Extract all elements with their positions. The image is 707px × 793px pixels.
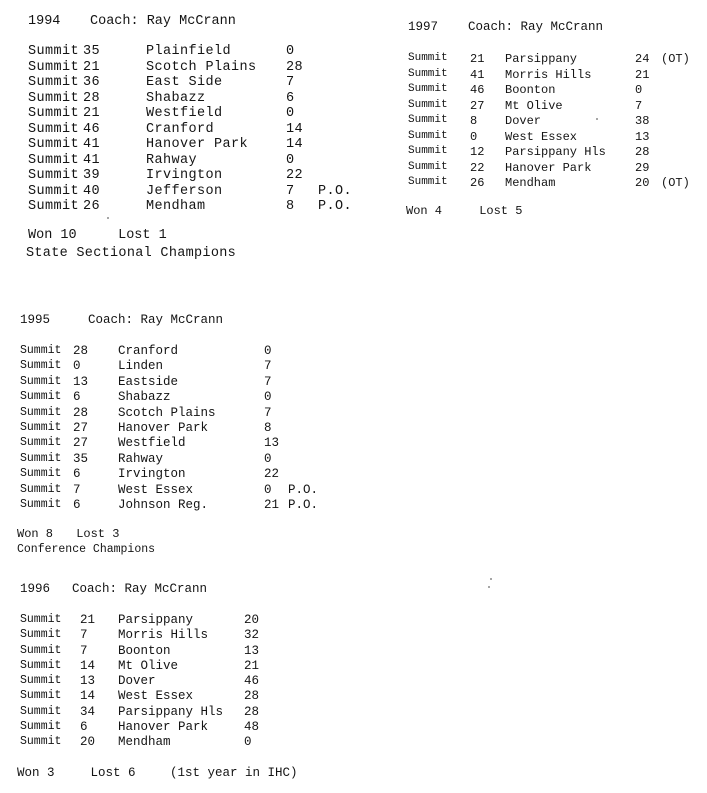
opponent-score: 20 bbox=[244, 613, 260, 627]
opponent-name: Parsippany Hls bbox=[505, 145, 606, 159]
team-name: Summit bbox=[28, 59, 80, 75]
coach-label: Coach: Ray McCrann bbox=[90, 14, 236, 29]
opponent-score: 6 bbox=[286, 90, 295, 106]
opponent-score: 13 bbox=[244, 643, 260, 658]
team-name: Summit bbox=[20, 374, 62, 388]
opponent-name: Morris Hills bbox=[505, 67, 592, 82]
opponent-name: Eastside bbox=[118, 374, 179, 389]
summit-score: 21 bbox=[83, 106, 101, 121]
game-note: (OT) bbox=[661, 176, 690, 190]
team-name: Summit bbox=[20, 689, 62, 703]
opponent-name: Plainfield bbox=[146, 44, 232, 59]
losses-count: Lost 3 bbox=[76, 527, 120, 541]
team-name: Summit bbox=[28, 75, 80, 90]
opponent-name: Parsippany bbox=[505, 52, 578, 66]
summit-score: 41 bbox=[83, 152, 101, 168]
game-note: P.O. bbox=[318, 199, 353, 214]
team-name: Summit bbox=[20, 704, 62, 718]
summit-score: 0 bbox=[73, 359, 81, 374]
coach-label: Coach: Ray McCrann bbox=[468, 20, 604, 34]
opponent-name: Scotch Plains bbox=[146, 59, 257, 75]
team-name: Summit bbox=[28, 152, 80, 168]
opponent-score: 32 bbox=[244, 628, 260, 643]
summit-score: 14 bbox=[80, 658, 96, 673]
opponent-score: 7 bbox=[635, 98, 643, 113]
opponent-name: Scotch Plains bbox=[118, 405, 216, 420]
season-header bbox=[20, 582, 207, 596]
scan-speck bbox=[488, 586, 490, 588]
opponent-score: 0 bbox=[286, 152, 295, 168]
opponent-name: Hanover Park bbox=[146, 137, 249, 152]
team-name: Summit bbox=[28, 199, 80, 214]
team-name: Summit bbox=[408, 129, 448, 142]
team-name: Summit bbox=[20, 344, 62, 357]
summit-score: 27 bbox=[73, 436, 89, 451]
opponent-score: 7 bbox=[264, 405, 272, 420]
summit-score: 12 bbox=[470, 145, 485, 159]
opponent-score: 13 bbox=[635, 129, 650, 144]
team-name: Summit bbox=[28, 168, 80, 183]
season-record bbox=[406, 204, 522, 218]
opponent-score: 7 bbox=[264, 374, 272, 389]
summit-score: 26 bbox=[83, 199, 101, 214]
opponent-name: Mendham bbox=[118, 735, 171, 750]
opponent-name: Hanover Park bbox=[118, 720, 209, 735]
opponent-score: 46 bbox=[244, 674, 260, 689]
opponent-name: Morris Hills bbox=[118, 628, 209, 643]
opponent-score: 7 bbox=[286, 75, 295, 90]
opponent-name: Parsippany Hls bbox=[118, 704, 224, 719]
scan-speck bbox=[490, 578, 492, 580]
summit-score: 22 bbox=[470, 160, 485, 175]
team-name: Summit bbox=[408, 160, 448, 173]
summit-score: 41 bbox=[83, 137, 101, 152]
season-record bbox=[28, 228, 167, 243]
opponent-name: Irvington bbox=[146, 168, 223, 183]
opponent-score: 0 bbox=[264, 390, 272, 405]
team-name: Summit bbox=[20, 628, 62, 642]
game-note: P.O. bbox=[318, 183, 353, 199]
opponent-score: 8 bbox=[264, 420, 272, 435]
summit-score: 21 bbox=[80, 613, 96, 627]
team-name: Summit bbox=[28, 121, 80, 137]
opponent-score: 0 bbox=[264, 344, 272, 358]
team-name: Summit bbox=[28, 106, 80, 121]
wins-count: Won 10 bbox=[28, 228, 77, 243]
team-name: Summit bbox=[408, 98, 448, 111]
summit-score: 35 bbox=[83, 44, 101, 59]
summit-score: 40 bbox=[83, 183, 101, 199]
opponent-score: 20 bbox=[635, 176, 650, 190]
summit-score: 27 bbox=[73, 420, 89, 435]
opponent-score: 0 bbox=[286, 106, 295, 121]
team-name: Summit bbox=[28, 137, 80, 152]
opponent-score: 24 bbox=[635, 52, 650, 66]
opponent-score: 8 bbox=[286, 199, 295, 214]
opponent-name: Westfield bbox=[146, 106, 223, 121]
opponent-name: Mt Olive bbox=[505, 98, 563, 113]
team-name: Summit bbox=[20, 390, 62, 404]
wins-count: Won 8 bbox=[17, 527, 54, 541]
opponent-name: Irvington bbox=[118, 467, 186, 482]
opponent-name: Hanover Park bbox=[505, 160, 592, 175]
team-name: Summit bbox=[20, 720, 62, 734]
team-name: Summit bbox=[20, 420, 62, 434]
wins-count: Won 4 bbox=[406, 204, 443, 218]
opponent-score: 28 bbox=[635, 145, 650, 159]
season-year: 1996 bbox=[20, 582, 51, 596]
team-name: Summit bbox=[408, 145, 448, 157]
season-year: 1994 bbox=[28, 14, 61, 29]
losses-count: Lost 5 bbox=[479, 204, 523, 218]
season-header bbox=[20, 313, 223, 327]
opponent-score: 48 bbox=[244, 720, 260, 735]
opponent-score: 0 bbox=[244, 735, 252, 750]
opponent-score: 21 bbox=[264, 497, 280, 512]
opponent-score: 22 bbox=[286, 168, 304, 183]
opponent-name: Hanover Park bbox=[118, 420, 209, 435]
opponent-name: Mendham bbox=[146, 199, 206, 214]
team-name: Summit bbox=[20, 735, 62, 749]
opponent-name: Boonton bbox=[118, 643, 171, 658]
summit-score: 6 bbox=[80, 720, 88, 735]
team-name: Summit bbox=[20, 482, 62, 496]
summit-score: 28 bbox=[73, 405, 89, 420]
season-1995 bbox=[17, 313, 319, 556]
season-year: 1995 bbox=[20, 313, 51, 327]
season-record bbox=[17, 766, 298, 780]
season-1997 bbox=[406, 20, 690, 218]
losses-count: Lost 1 bbox=[118, 228, 167, 243]
summit-score: 28 bbox=[83, 90, 101, 106]
summit-score: 21 bbox=[470, 52, 485, 66]
team-name: Summit bbox=[20, 497, 62, 511]
opponent-score: 7 bbox=[286, 183, 295, 199]
team-name: Summit bbox=[28, 44, 80, 59]
opponent-name: Parsippany bbox=[118, 613, 194, 627]
team-name: Summit bbox=[408, 83, 448, 95]
opponent-score: 13 bbox=[264, 436, 280, 451]
opponent-name: West Essex bbox=[118, 482, 194, 497]
season-note: Conference Champions bbox=[17, 543, 156, 556]
summit-score: 6 bbox=[73, 467, 81, 482]
summit-score: 7 bbox=[73, 482, 81, 497]
wins-count: Won 3 bbox=[17, 766, 55, 780]
team-name: Summit bbox=[20, 451, 62, 465]
opponent-score: 0 bbox=[286, 44, 295, 59]
opponent-name: Johnson Reg. bbox=[118, 497, 209, 512]
opponent-name: Linden bbox=[118, 359, 164, 374]
season-1996 bbox=[17, 582, 298, 780]
game-note: P.O. bbox=[288, 497, 319, 512]
summit-score: 14 bbox=[80, 689, 96, 704]
opponent-name: Jefferson bbox=[146, 183, 223, 199]
opponent-name: Dover bbox=[118, 674, 156, 689]
opponent-score: 14 bbox=[286, 137, 304, 152]
season-note: State Sectional Champions bbox=[26, 246, 237, 261]
opponent-score: 22 bbox=[264, 467, 280, 482]
summit-score: 27 bbox=[470, 98, 485, 113]
summit-score: 7 bbox=[80, 628, 88, 643]
opponent-name: Rahway bbox=[146, 152, 198, 168]
opponent-name: East Side bbox=[146, 75, 223, 90]
opponent-score: 29 bbox=[635, 160, 650, 175]
summit-score: 21 bbox=[83, 59, 101, 75]
opponent-score: 21 bbox=[635, 67, 650, 82]
opponent-name: Dover bbox=[505, 114, 542, 128]
opponent-score: 21 bbox=[244, 658, 260, 673]
opponent-name: Rahway bbox=[118, 451, 164, 466]
scan-speck bbox=[107, 217, 109, 219]
season-record bbox=[17, 527, 119, 541]
season-1994 bbox=[26, 14, 353, 261]
opponent-name: Boonton bbox=[505, 83, 556, 97]
summit-score: 34 bbox=[80, 704, 96, 719]
summit-score: 13 bbox=[73, 374, 89, 389]
opponent-name: Shabazz bbox=[146, 90, 206, 106]
opponent-score: 28 bbox=[244, 689, 260, 704]
team-name: Summit bbox=[20, 436, 62, 450]
season-year: 1997 bbox=[408, 20, 439, 34]
losses-count: Lost 6 bbox=[90, 766, 136, 780]
opponent-name: Mt Olive bbox=[118, 658, 179, 673]
team-name: Summit bbox=[20, 658, 62, 672]
summit-score: 28 bbox=[73, 344, 89, 358]
summit-score: 41 bbox=[470, 67, 485, 82]
opponent-name: Mendham bbox=[505, 176, 556, 190]
opponent-score: 7 bbox=[264, 359, 272, 374]
summit-score: 46 bbox=[470, 83, 485, 97]
team-name: Summit bbox=[20, 613, 62, 626]
summit-score: 8 bbox=[470, 114, 478, 128]
summit-score: 6 bbox=[73, 390, 81, 405]
opponent-name: Shabazz bbox=[118, 390, 171, 405]
team-name: Summit bbox=[408, 114, 448, 126]
coach-label: Coach: Ray McCrann bbox=[72, 582, 208, 596]
team-name: Summit bbox=[20, 643, 62, 657]
summit-score: 0 bbox=[470, 129, 478, 144]
game-note: P.O. bbox=[288, 482, 319, 497]
opponent-name: West Essex bbox=[118, 689, 194, 704]
summit-score: 36 bbox=[83, 75, 101, 90]
opponent-score: 28 bbox=[244, 704, 260, 719]
summit-score: 46 bbox=[83, 121, 101, 137]
team-name: Summit bbox=[408, 176, 448, 188]
summit-score: 7 bbox=[80, 643, 88, 658]
opponent-score: 28 bbox=[286, 59, 304, 75]
team-name: Summit bbox=[28, 90, 80, 106]
summit-score: 39 bbox=[83, 168, 101, 183]
season-note: (1st year in IHC) bbox=[170, 766, 298, 780]
opponent-score: 14 bbox=[286, 121, 304, 137]
opponent-name: Westfield bbox=[118, 436, 186, 451]
summit-score: 26 bbox=[470, 176, 485, 190]
opponent-name: West Essex bbox=[505, 129, 578, 144]
summit-score: 20 bbox=[80, 735, 96, 750]
summit-score: 35 bbox=[73, 451, 89, 466]
team-name: Summit bbox=[28, 183, 80, 199]
game-note: (OT) bbox=[661, 52, 690, 66]
season-header bbox=[28, 14, 236, 29]
team-name: Summit bbox=[20, 467, 62, 481]
opponent-name: Cranford bbox=[146, 121, 215, 137]
opponent-score: 38 bbox=[635, 114, 650, 128]
opponent-score: 0 bbox=[264, 451, 272, 466]
team-name: Summit bbox=[20, 405, 62, 419]
summit-score: 6 bbox=[73, 497, 81, 512]
coach-label: Coach: Ray McCrann bbox=[88, 313, 224, 327]
opponent-score: 0 bbox=[264, 482, 272, 497]
opponent-name: Cranford bbox=[118, 344, 179, 358]
team-name: Summit bbox=[20, 359, 62, 373]
team-name: Summit bbox=[408, 52, 448, 64]
summit-score: 13 bbox=[80, 674, 96, 689]
scan-speck bbox=[596, 118, 598, 120]
season-header bbox=[408, 20, 603, 34]
opponent-score: 0 bbox=[635, 83, 643, 97]
team-name: Summit bbox=[408, 67, 448, 80]
team-name: Summit bbox=[20, 674, 62, 688]
